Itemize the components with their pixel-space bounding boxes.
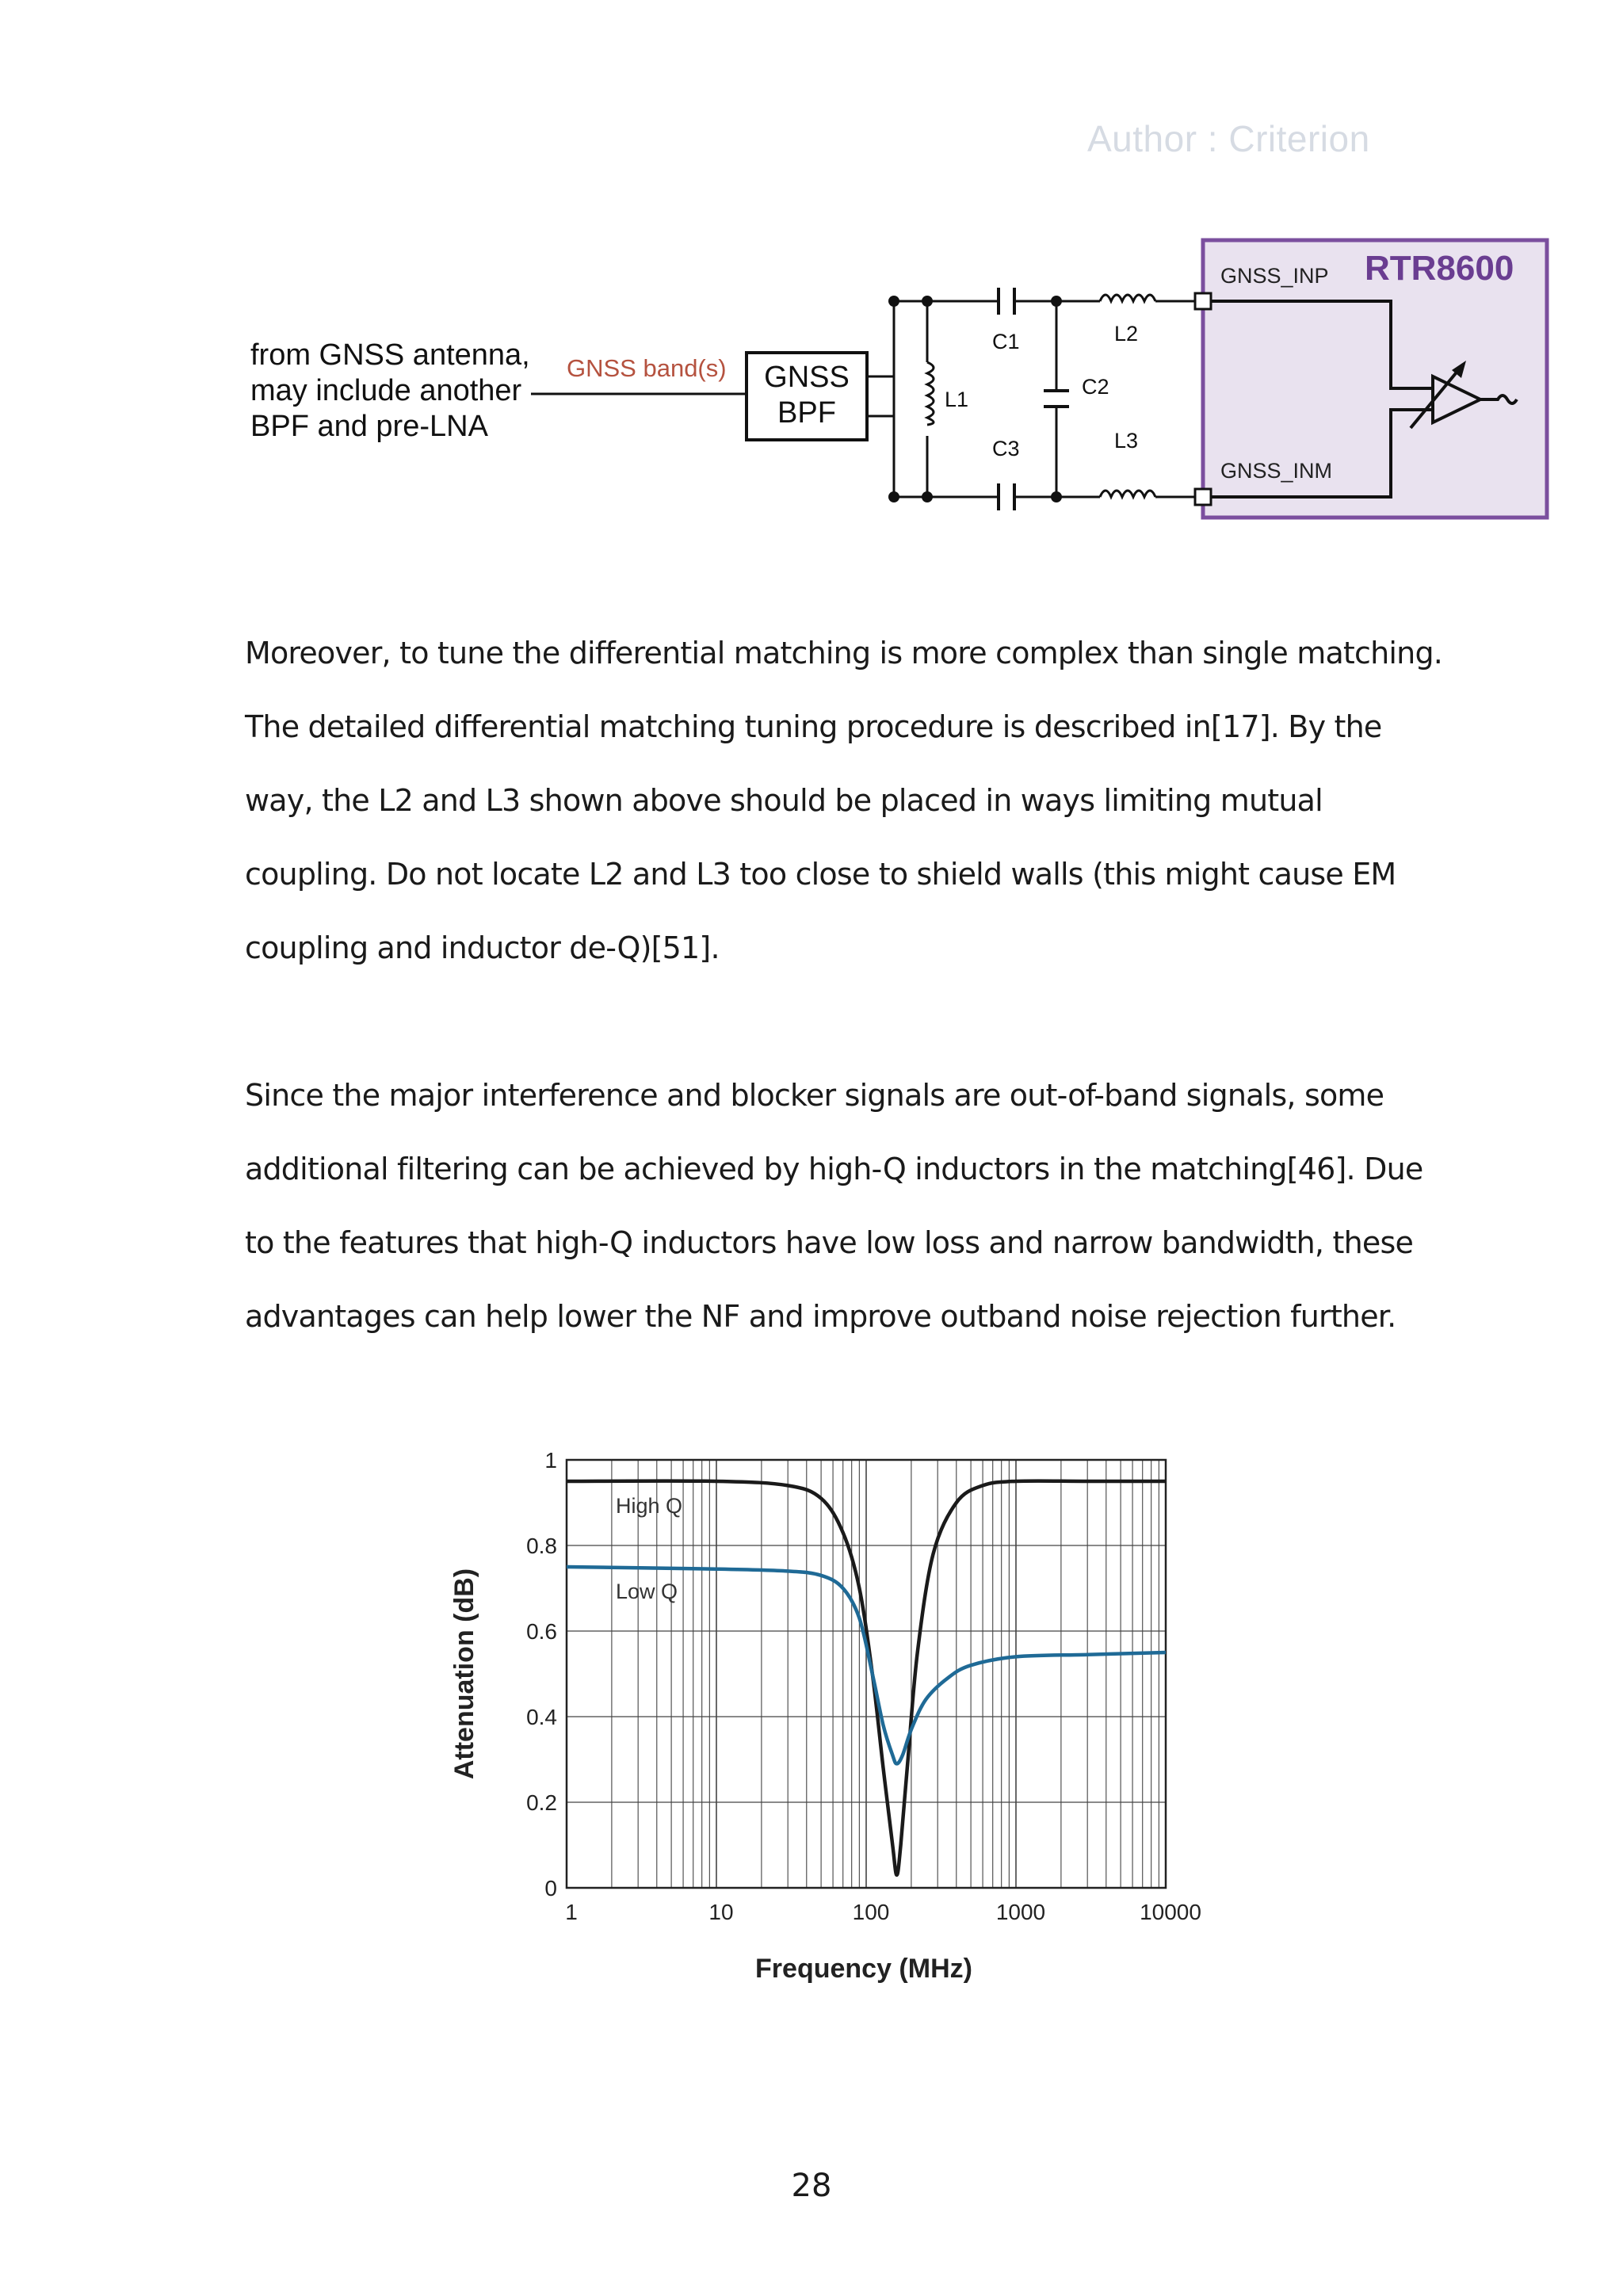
y-tick-label: 0.8	[526, 1534, 557, 1558]
source-text-line-1: from GNSS antenna,	[250, 338, 530, 372]
c3-capacitor-icon	[999, 483, 1014, 510]
y-tick-label: 0.4	[526, 1705, 557, 1729]
paragraph-1-line-3: way, the L2 and L3 shown above should be placed in ways limiting mutual	[245, 783, 1323, 818]
c1-label: C1	[992, 330, 1020, 353]
l2-inductor-icon	[1100, 295, 1155, 301]
bpf-label-1: GNSS	[764, 361, 850, 394]
bpf-output-wires	[867, 301, 894, 497]
bpf-label-2: BPF	[777, 396, 836, 430]
y-tick-label: 0	[544, 1876, 557, 1901]
author-watermark: Author : Criterion	[1087, 118, 1370, 159]
c2-capacitor-icon	[1044, 391, 1069, 407]
c3-label: C3	[992, 437, 1020, 460]
y-tick-label: 0.2	[526, 1790, 557, 1815]
chart-grid	[567, 1460, 1166, 1888]
x-tick-label: 10	[708, 1900, 734, 1924]
pin-top-square	[1195, 293, 1211, 309]
pin-top-label: GNSS_INP	[1220, 264, 1329, 288]
paragraph-2-line-3: to the features that high-Q inductors have low loss and narrow bandwidth, these	[245, 1225, 1414, 1260]
chart-xlabel: Frequency (MHz)	[755, 1954, 972, 1984]
circuit-diagram	[230, 226, 1561, 535]
page-number: 28	[791, 2168, 832, 2204]
source-text-line-3: BPF and pre-LNA	[250, 410, 488, 443]
chart-tick-labels	[526, 1448, 1201, 1924]
chip-name: RTR8600	[1365, 249, 1514, 288]
x-tick-label: 1000	[995, 1900, 1046, 1924]
paragraph-1	[245, 617, 1443, 985]
x-tick-label: 10000	[1140, 1900, 1201, 1924]
l1-inductor-wiring	[894, 301, 927, 497]
c2-label: C2	[1082, 375, 1109, 399]
junction-dots	[888, 296, 1062, 502]
paragraph-2-line-4: advantages can help lower the NF and improve outband noise rejection further.	[245, 1299, 1396, 1334]
l2-label: L2	[1114, 322, 1139, 346]
paragraph-1-line-2: The detailed differential matching tuning procedure is described in[17]. By the	[245, 709, 1382, 744]
paragraph-1-line-4: coupling. Do not locate L2 and L3 too close to shield walls (this might cause EM	[245, 857, 1396, 892]
c1-capacitor-icon	[999, 288, 1014, 315]
y-tick-label: 0.6	[526, 1619, 557, 1644]
x-tick-label: 1	[565, 1900, 578, 1924]
pin-bottom-square	[1195, 489, 1211, 505]
l3-inductor-icon	[1100, 491, 1155, 497]
source-text-line-2: may include another	[250, 374, 522, 407]
pin-bottom-label: GNSS_INM	[1220, 459, 1333, 483]
chart-legend	[616, 1494, 682, 1603]
legend-label-low-q: Low Q	[616, 1580, 678, 1603]
paragraph-2-line-2: additional filtering can be achieved by high-Q inductors in the matching[46]. Due	[245, 1152, 1423, 1186]
y-tick-label: 1	[544, 1448, 557, 1473]
chart-ylabel: Attenuation (dB)	[449, 1568, 479, 1780]
band-label: GNSS band(s)	[567, 354, 727, 382]
attenuation-chart	[432, 1442, 1209, 1997]
x-tick-label: 100	[852, 1900, 890, 1924]
l3-label: L3	[1114, 429, 1139, 453]
legend-label-high-q: High Q	[616, 1494, 683, 1518]
l1-label: L1	[945, 388, 969, 411]
paragraph-2	[245, 1059, 1423, 1354]
paragraph-1-line-5: coupling and inductor de-Q)[51].	[245, 930, 720, 965]
paragraph-1-line-1: Moreover, to tune the differential matching is more complex than single matching.	[245, 636, 1443, 670]
paragraph-2-line-1: Since the major interference and blocker signals are out-of-band signals, some	[245, 1078, 1384, 1113]
l1-inductor-icon	[927, 362, 934, 425]
